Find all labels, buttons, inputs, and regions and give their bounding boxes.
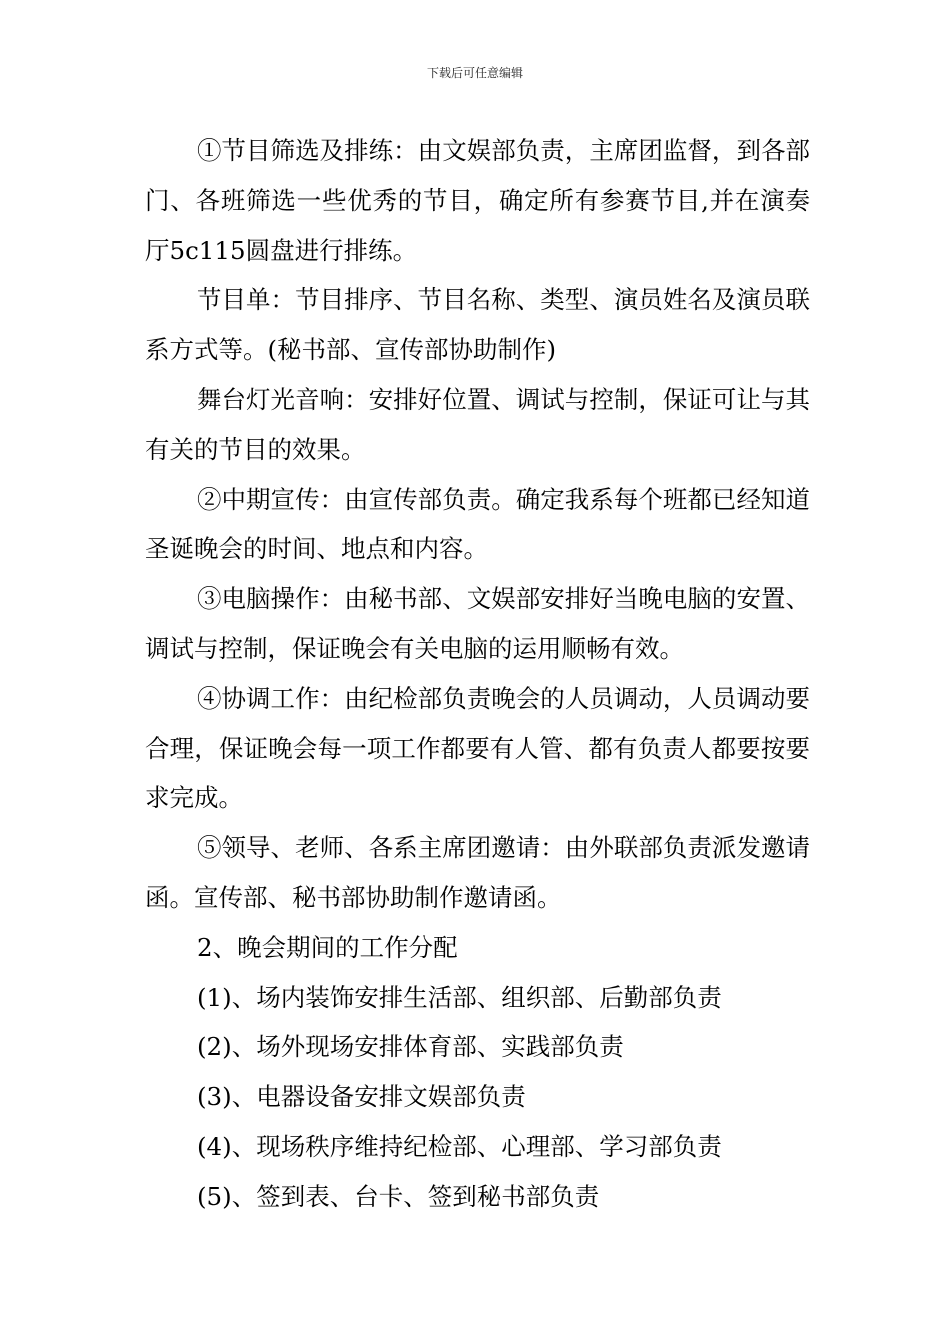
- list-item-electrical-equipment: (3)、电器设备安排文娱部负责: [197, 1082, 526, 1112]
- paragraph-computer-operation: ③电脑操作：由秘书部、文娱部安排好当晚电脑的安置、调试与控制，保证晚会有关电脑的运用顺畅有效。: [145, 584, 810, 663]
- list-item-venue-decoration: (1)、场内装饰安排生活部、组织部、后勤部负责: [197, 982, 722, 1012]
- paragraph-coordination: ④协调工作：由纪检部负责晚会的人员调动，人员调动要合理，保证晚会每一项工作都要有人管、都有负责人都要按要求完成。: [145, 683, 810, 813]
- paragraph-program-selection: ①节目筛选及排练：由文娱部负责，主席团监督，到各部门、各班筛选一些优秀的节目，确定所有参赛节目,并在演奏厅5c115圆盘进行排练。: [145, 136, 810, 265]
- list-item-sign-in: (5)、签到表、台卡、签到秘书部负责: [197, 1181, 600, 1211]
- paragraph-program-list: 节目单：节目排序、节目名称、类型、演员姓名及演员联系方式等。(秘书部、宣传部协助制作): [145, 285, 810, 365]
- list-item-outdoor-arrangement: (2)、场外现场安排体育部、实践部负责: [197, 1032, 624, 1062]
- document-body: [145, 126, 810, 1222]
- list-item-order-maintenance: (4)、现场秩序维持纪检部、心理部、学习部负责: [197, 1131, 722, 1161]
- page-header: 下载后可任意编辑: [426, 66, 523, 80]
- paragraph-midterm-publicity: ②中期宣传：由宣传部负责。确定我系每个班都已经知道圣诞晚会的时间、地点和内容。: [145, 484, 810, 564]
- paragraph-stage-lighting: 舞台灯光音响：安排好位置、调试与控制，保证可让与其有关的节目的效果。: [145, 384, 810, 464]
- section-heading-work-assignment: 2、晚会期间的工作分配: [197, 932, 458, 962]
- paragraph-invitations: ⑤领导、老师、各系主席团邀请：由外联部负责派发邀请函。宣传部、秘书部协助制作邀请函。: [145, 833, 810, 912]
